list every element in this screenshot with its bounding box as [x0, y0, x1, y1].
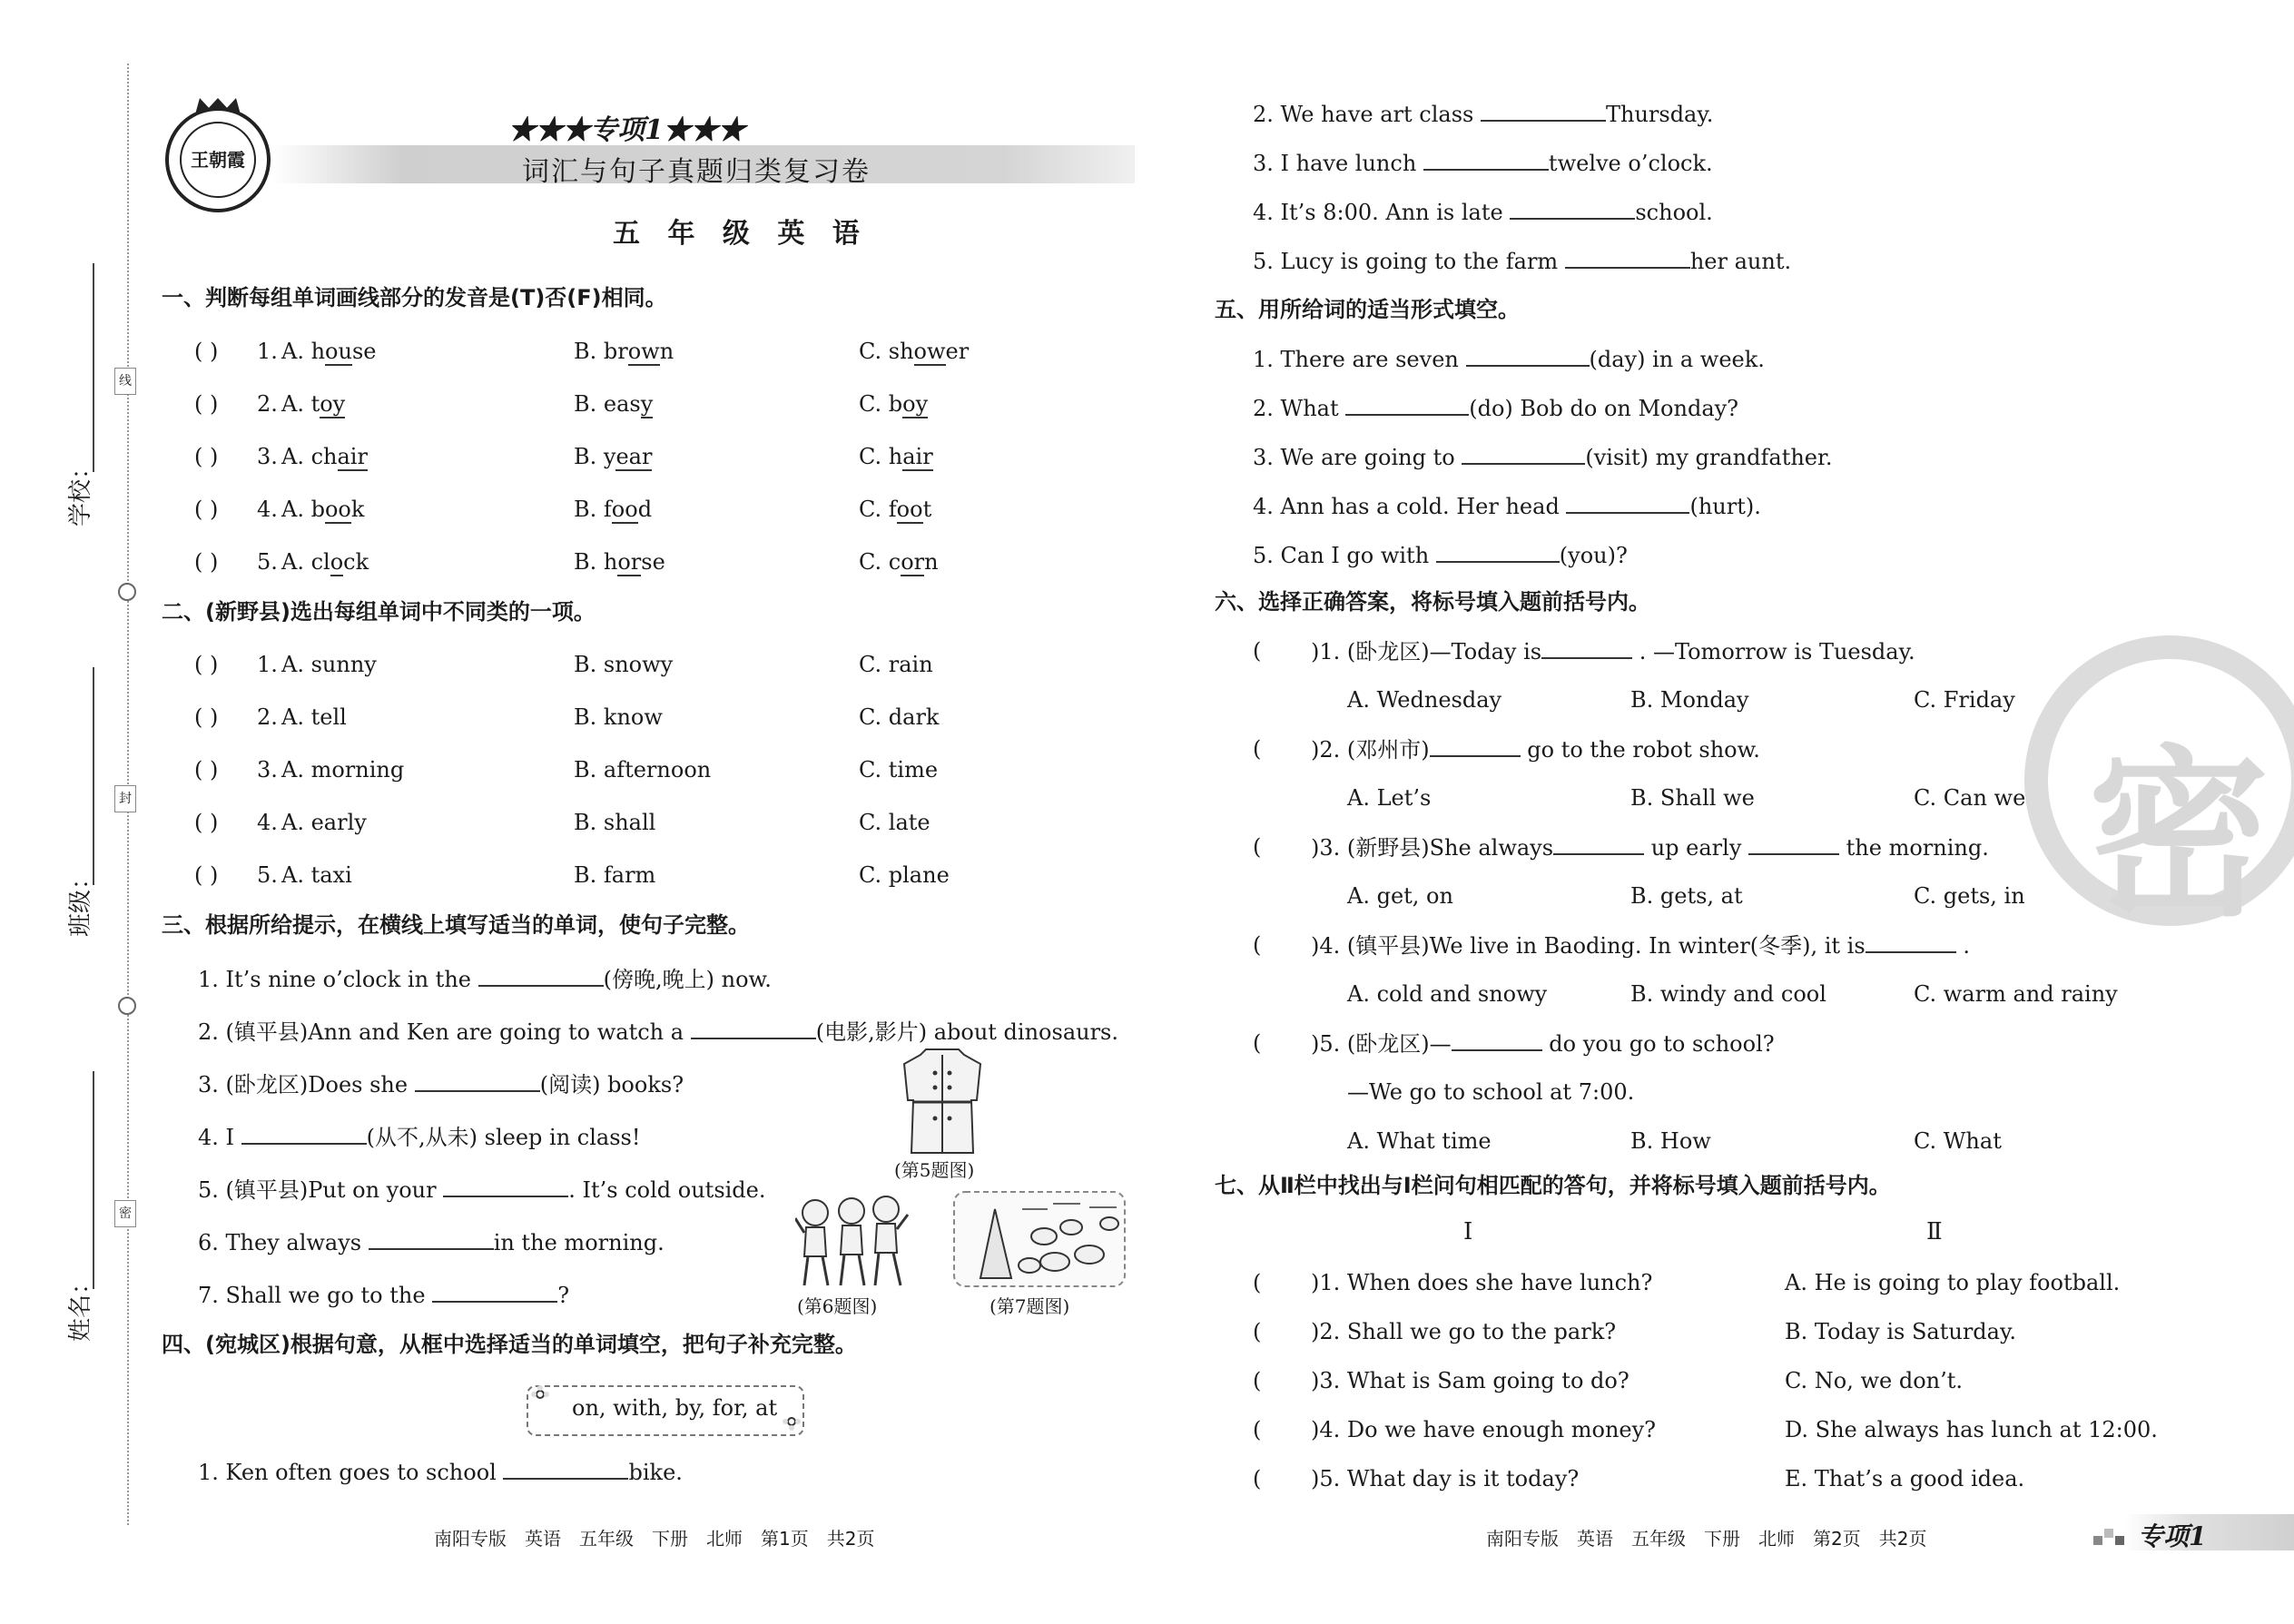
sentence-start: 5. Lucy is going to the farm — [1253, 249, 1559, 274]
option-b — [574, 390, 653, 418]
sentence-start: 4. It’s 8:00. Ann is late — [1253, 200, 1503, 225]
series-title: ★★★专项1★★★ — [508, 114, 745, 146]
question-item: )4. Do we have enough money? — [1311, 1417, 1657, 1442]
underlined-letters: oo — [611, 497, 638, 522]
question-number: 5. — [257, 549, 278, 575]
option-c: C. time — [859, 757, 939, 782]
section2-heading: 二、(新野县)选出每组单词中不同类的一项。 — [162, 599, 596, 625]
question-item: )5. What day is it today? — [1311, 1466, 1580, 1491]
option-b — [574, 496, 652, 523]
option-b — [574, 443, 652, 470]
answer-blank[interactable] — [1566, 492, 1689, 514]
answer-blank[interactable] — [1866, 931, 1956, 953]
squares-icon — [2093, 1523, 2124, 1547]
section5-heading: 五、用所给词的适当形式填空。 — [1215, 297, 1520, 322]
option-a[interactable]: A. Wednesday — [1347, 687, 1502, 713]
sentence-item — [198, 1018, 1118, 1046]
underlined-letters: ow — [627, 339, 660, 364]
caption-q6: (第6题图) — [797, 1295, 878, 1317]
sentence-start: 3. We are going to — [1253, 445, 1455, 470]
underlined-letters: or — [617, 549, 642, 575]
question-stem — [1311, 931, 1970, 960]
answer-paren[interactable]: ( ) — [194, 862, 219, 888]
sentence-item — [1253, 345, 1765, 373]
binding-knob-icon — [118, 583, 136, 601]
sentence-end: twelve o’clock. — [1548, 151, 1713, 176]
option-a[interactable]: A. Let’s — [1347, 785, 1432, 811]
answer-blank[interactable] — [1345, 394, 1469, 416]
answer-blank[interactable] — [1462, 443, 1585, 465]
option-b: B. afternoon — [574, 757, 712, 782]
option-b: B. snowy — [574, 652, 674, 677]
stem-start: )1. (卧龙区)—Today is — [1311, 639, 1542, 664]
sentence-item — [198, 1228, 665, 1256]
option-a — [281, 443, 368, 470]
seal-mark-xian: 线 — [114, 368, 136, 395]
answer-paren[interactable]: ( — [1253, 638, 1262, 664]
stem-end: . —Tomorrow is Tuesday. — [1639, 639, 1915, 664]
sentence-end: (从不,从未) sleep in class! — [366, 1125, 641, 1150]
underlined-letters: ear — [615, 444, 653, 469]
question-number: 3. — [257, 757, 278, 782]
sentence-end: (visit) my grandfather. — [1585, 445, 1833, 470]
option-c[interactable]: C. Can we — [1914, 785, 2026, 811]
question-stem — [1311, 735, 1760, 763]
option-c — [859, 443, 933, 470]
option-b[interactable]: B. Shall we — [1630, 785, 1755, 811]
option-b: B. shall — [574, 810, 656, 835]
option-prefix: B. h — [574, 549, 618, 575]
question-number: 1. — [257, 652, 278, 677]
sentence-start: 7. Shall we go to the — [198, 1283, 426, 1308]
underlined-letters: o — [330, 549, 344, 575]
answer-paren[interactable]: ( — [1253, 736, 1262, 762]
underlined-letters: air — [902, 444, 933, 469]
flower-icon — [783, 1412, 801, 1431]
option-prefix: A. t — [281, 391, 320, 417]
sentence-item — [1253, 492, 1761, 520]
farm-picture — [953, 1191, 1126, 1287]
option-c — [859, 548, 939, 576]
answer-paren[interactable]: ( ) — [194, 339, 219, 364]
option-suffix: n — [659, 339, 674, 364]
answer-blank[interactable] — [432, 1281, 557, 1303]
question-item: )1. When does she have lunch? — [1311, 1270, 1653, 1295]
option-a[interactable]: A. cold and snowy — [1347, 981, 1548, 1007]
sentence-item — [1253, 541, 1628, 569]
stem-end: . — [1963, 933, 1970, 959]
answer-paren[interactable]: ( — [1253, 1270, 1262, 1295]
sentence-start: 3. I have lunch — [1253, 151, 1417, 176]
sentence-end: (day) in a week. — [1589, 347, 1765, 372]
answer-paren[interactable]: ( ) — [194, 444, 219, 469]
answer-blank[interactable] — [503, 1458, 628, 1480]
option-c[interactable]: C. gets, in — [1914, 883, 2025, 909]
name-label: 姓名： — [67, 1270, 94, 1342]
sentence-end: ? — [557, 1283, 570, 1308]
option-suffix: n — [924, 549, 939, 575]
section7-heading: 七、从Ⅱ栏中找出与Ⅰ栏问句相匹配的答句，并将标号填入题前括号内。 — [1215, 1173, 1891, 1198]
option-a: A. early — [281, 810, 367, 835]
option-c[interactable]: C. What — [1914, 1128, 2002, 1154]
class-field[interactable] — [93, 667, 94, 885]
underlined-letters: oy — [320, 391, 346, 417]
option-prefix: A. ch — [281, 444, 338, 469]
footer-left: 南阳专版 英语 五年级 下册 北师 第1页 共2页 — [434, 1528, 875, 1550]
answer-blank[interactable] — [1553, 833, 1644, 855]
sentence-end: in the morning. — [493, 1230, 665, 1255]
sentence-item — [1253, 247, 1791, 275]
answer-paren[interactable]: ( — [1253, 1030, 1262, 1056]
option-suffix: ck — [343, 549, 369, 575]
question-number: 4. — [257, 497, 278, 522]
answer-option: C. No, we don’t. — [1785, 1368, 1964, 1393]
option-c: C. late — [859, 810, 930, 835]
column-ii-header: Ⅱ — [1926, 1218, 1943, 1245]
answer-blank[interactable] — [1565, 247, 1690, 269]
option-prefix: C. b — [859, 391, 903, 417]
column-i-header: Ⅰ — [1463, 1218, 1473, 1245]
option-a: A. taxi — [281, 862, 352, 888]
underlined-letters: oo — [896, 497, 923, 522]
school-field[interactable] — [93, 263, 94, 472]
option-a: A. morning — [281, 757, 405, 782]
sentence-end: bike. — [628, 1460, 683, 1485]
answer-option: D. She always has lunch at 12:00. — [1785, 1417, 2158, 1442]
sentence-start: 2. (镇平县)Ann and Ken are going to watch a — [198, 1019, 684, 1045]
answer-blank[interactable] — [1436, 541, 1560, 563]
question-number: 1. — [257, 339, 278, 364]
footer-tag: 专项1 — [2138, 1521, 2207, 1551]
sentence-item — [1253, 100, 1713, 128]
class-label: 班级： — [67, 865, 94, 937]
answer-paren[interactable]: ( ) — [194, 549, 219, 575]
sentence-start: 1. It’s nine o’clock in the — [198, 967, 471, 992]
option-c — [859, 496, 931, 523]
answer-blank[interactable] — [1748, 833, 1839, 855]
answer-blank[interactable] — [1423, 149, 1549, 171]
answer-blank[interactable] — [1510, 198, 1635, 220]
sentence-start: 4. Ann has a cold. Her head — [1253, 494, 1560, 519]
sentence-end: (电影,影片) about dinosaurs. — [815, 1019, 1118, 1045]
section4-heading: 四、(宛城区)根据句意，从框中选择适当的单词填空，把句子补充完整。 — [162, 1332, 857, 1357]
caption-q5: (第5题图) — [894, 1159, 975, 1181]
answer-paren[interactable]: ( — [1253, 1466, 1262, 1491]
answer-paren[interactable]: ( — [1253, 834, 1262, 860]
answer-blank[interactable] — [691, 1018, 816, 1039]
option-prefix: A. b — [281, 497, 325, 522]
answer-blank[interactable] — [478, 965, 604, 987]
sentence-item — [1253, 443, 1832, 471]
school-label: 学校： — [67, 455, 94, 527]
option-b — [574, 548, 665, 576]
option-a: A. tell — [281, 704, 347, 730]
option-suffix: er — [945, 339, 970, 364]
sentence-item — [198, 1281, 569, 1309]
page-title: 词汇与句子真题归类复习卷 — [522, 156, 871, 188]
sentence-start: 1. Ken often goes to school — [198, 1460, 497, 1485]
underlined-letters: air — [337, 444, 368, 469]
answer-paren[interactable]: ( ) — [194, 652, 219, 677]
option-a — [281, 338, 376, 365]
sentence-start: 2. We have art class — [1253, 102, 1474, 127]
option-prefix: C. sh — [859, 339, 914, 364]
sentence-end: her aunt. — [1689, 249, 1792, 274]
sentence-item — [198, 1070, 684, 1098]
stem-start: )5. (卧龙区)— — [1311, 1031, 1452, 1057]
option-a: A. sunny — [281, 652, 377, 677]
option-a — [281, 496, 364, 523]
question-stem — [1311, 833, 1989, 861]
option-prefix: C. c — [859, 549, 901, 575]
coat-picture — [899, 1046, 986, 1156]
option-c[interactable]: C. warm and rainy — [1914, 981, 2118, 1007]
option-prefix: B. eas — [574, 391, 641, 417]
question-stem — [1311, 637, 1915, 665]
answer-paren[interactable]: ( ) — [194, 704, 219, 730]
answer-blank[interactable] — [369, 1228, 494, 1250]
option-suffix: t — [922, 497, 932, 522]
sentence-item — [198, 1458, 683, 1486]
question-number: 3. — [257, 444, 278, 469]
option-a — [281, 390, 345, 418]
stem-end: the morning. — [1846, 835, 1989, 861]
underlined-letters: ou — [325, 339, 352, 364]
question-stem — [1311, 1029, 1775, 1058]
answer-blank[interactable] — [1541, 637, 1632, 659]
option-b: B. know — [574, 704, 663, 730]
option-b — [574, 338, 674, 365]
question-item: )2. Shall we go to the park? — [1311, 1319, 1617, 1344]
answer-paren[interactable]: ( ) — [194, 757, 219, 782]
binding-knob-icon — [118, 997, 136, 1015]
question-number: 2. — [257, 704, 278, 730]
answer-paren[interactable]: ( — [1253, 1319, 1262, 1344]
section1-heading: 一、判断每组单词画线部分的发音是(T)否(F)相同。 — [162, 285, 667, 310]
option-b[interactable]: B. How — [1630, 1128, 1711, 1154]
sentence-start: 2. What — [1253, 396, 1339, 421]
sentence-end: (do) Bob do on Monday? — [1469, 396, 1739, 421]
option-prefix: C. f — [859, 497, 897, 522]
sentence-item — [198, 1176, 766, 1204]
seal-mark-feng: 封 — [114, 785, 136, 812]
question-item: )3. What is Sam going to do? — [1311, 1368, 1629, 1393]
option-prefix: A. cl — [281, 549, 330, 575]
sentence-end: (阅读) books? — [539, 1072, 684, 1097]
option-a[interactable]: A. What time — [1347, 1128, 1492, 1154]
stem-second-line: —We go to school at 7:00. — [1347, 1079, 1635, 1105]
option-c[interactable]: C. Friday — [1914, 687, 2015, 713]
sentence-item — [198, 965, 772, 993]
stem-start: )3. (新野县)She always — [1311, 835, 1554, 861]
answer-paren[interactable]: ( ) — [194, 497, 219, 522]
sentence-start: 4. I — [198, 1125, 235, 1150]
question-number: 2. — [257, 391, 278, 417]
name-field[interactable] — [93, 1071, 94, 1289]
sentence-end: (you)? — [1559, 543, 1628, 568]
logo-text: 王朝霞 — [180, 122, 256, 198]
caption-q7: (第7题图) — [989, 1295, 1070, 1317]
stem-end: do you go to school? — [1549, 1031, 1775, 1057]
answer-paren[interactable]: ( — [1253, 1368, 1262, 1393]
option-b[interactable]: B. gets, at — [1630, 883, 1743, 909]
sentence-end: (hurt). — [1689, 494, 1761, 519]
option-b: B. farm — [574, 862, 656, 888]
answer-paren[interactable]: ( ) — [194, 391, 219, 417]
sentence-item — [1253, 149, 1713, 177]
answer-blank[interactable] — [1430, 735, 1521, 757]
sentence-start: 1. There are seven — [1253, 347, 1459, 372]
option-c — [859, 390, 928, 418]
grade-subject: 五 年 级 英 语 — [613, 218, 869, 250]
sentence-start: 5. (镇平县)Put on your — [198, 1177, 437, 1203]
option-suffix: k — [350, 497, 365, 522]
option-suffix: d — [637, 497, 653, 522]
option-a[interactable]: A. get, on — [1347, 883, 1453, 909]
sentence-end: school. — [1635, 200, 1713, 225]
question-number: 5. — [257, 862, 278, 888]
sentence-item — [1253, 394, 1738, 422]
sentence-item — [198, 1123, 641, 1151]
question-number: 4. — [257, 810, 278, 835]
answer-blank[interactable] — [1481, 100, 1606, 122]
option-c: C. dark — [859, 704, 940, 730]
underlined-letters: or — [901, 549, 925, 575]
children-exercising-picture — [795, 1191, 910, 1291]
section3-heading: 三、根据所给提示，在横线上填写适当的单词，使句子完整。 — [162, 912, 750, 938]
answer-paren[interactable]: ( — [1253, 932, 1262, 958]
option-c — [859, 338, 969, 365]
answer-option: E. That’s a good idea. — [1785, 1466, 2025, 1491]
stem-start: )2. (邓州市) — [1311, 737, 1430, 763]
sentence-start: 5. Can I go with — [1253, 543, 1430, 568]
logo — [165, 107, 271, 212]
option-b[interactable]: B. windy and cool — [1630, 981, 1826, 1007]
option-prefix: A. h — [281, 339, 326, 364]
answer-paren[interactable]: ( ) — [194, 810, 219, 835]
answer-blank[interactable] — [241, 1123, 367, 1145]
underlined-letters: ow — [913, 339, 946, 364]
sentence-end: . It’s cold outside. — [568, 1177, 766, 1203]
option-prefix: B. f — [574, 497, 612, 522]
underlined-letters: oy — [902, 391, 929, 417]
option-c: C. rain — [859, 652, 933, 677]
footer-right: 南阳专版 英语 五年级 下册 北师 第2页 共2页 — [1486, 1528, 1927, 1550]
option-prefix: B. y — [574, 444, 616, 469]
underlined-letters: oo — [324, 497, 351, 522]
answer-blank[interactable] — [415, 1070, 540, 1092]
underlined-letters: y — [640, 391, 654, 417]
sentence-end: (傍晚,晚上) now. — [603, 967, 772, 992]
option-a — [281, 548, 369, 576]
answer-blank[interactable] — [443, 1176, 568, 1197]
flower-icon — [531, 1385, 549, 1403]
answer-option: B. Today is Saturday. — [1785, 1319, 2016, 1344]
word-box-words: on, with, by, for, at — [572, 1395, 778, 1421]
answer-paren[interactable]: ( — [1253, 1417, 1262, 1442]
sentence-start: 6. They always — [198, 1230, 362, 1255]
answer-blank[interactable] — [1452, 1029, 1542, 1051]
option-b[interactable]: B. Monday — [1630, 687, 1749, 713]
option-suffix: se — [351, 339, 377, 364]
sentence-end: Thursday. — [1605, 102, 1714, 127]
sentence-start: 3. (卧龙区)Does she — [198, 1072, 409, 1097]
answer-option: A. He is going to play football. — [1785, 1270, 2121, 1295]
section6-heading: 六、选择正确答案，将标号填入题前括号内。 — [1215, 589, 1650, 615]
stem-start: )4. (镇平县)We live in Baoding. In winter(冬季), it is — [1311, 933, 1866, 959]
stem-middle: up early — [1650, 835, 1742, 861]
option-prefix: C. h — [859, 444, 903, 469]
option-suffix: se — [641, 549, 665, 575]
option-prefix: B. br — [574, 339, 628, 364]
sentence-item — [1253, 198, 1713, 226]
option-c: C. plane — [859, 862, 950, 888]
seal-watermark-char: 密 — [2088, 730, 2270, 941]
seal-mark-mi: 密 — [114, 1200, 136, 1227]
stem-end: go to the robot show. — [1527, 737, 1760, 763]
answer-blank[interactable] — [1466, 345, 1590, 367]
